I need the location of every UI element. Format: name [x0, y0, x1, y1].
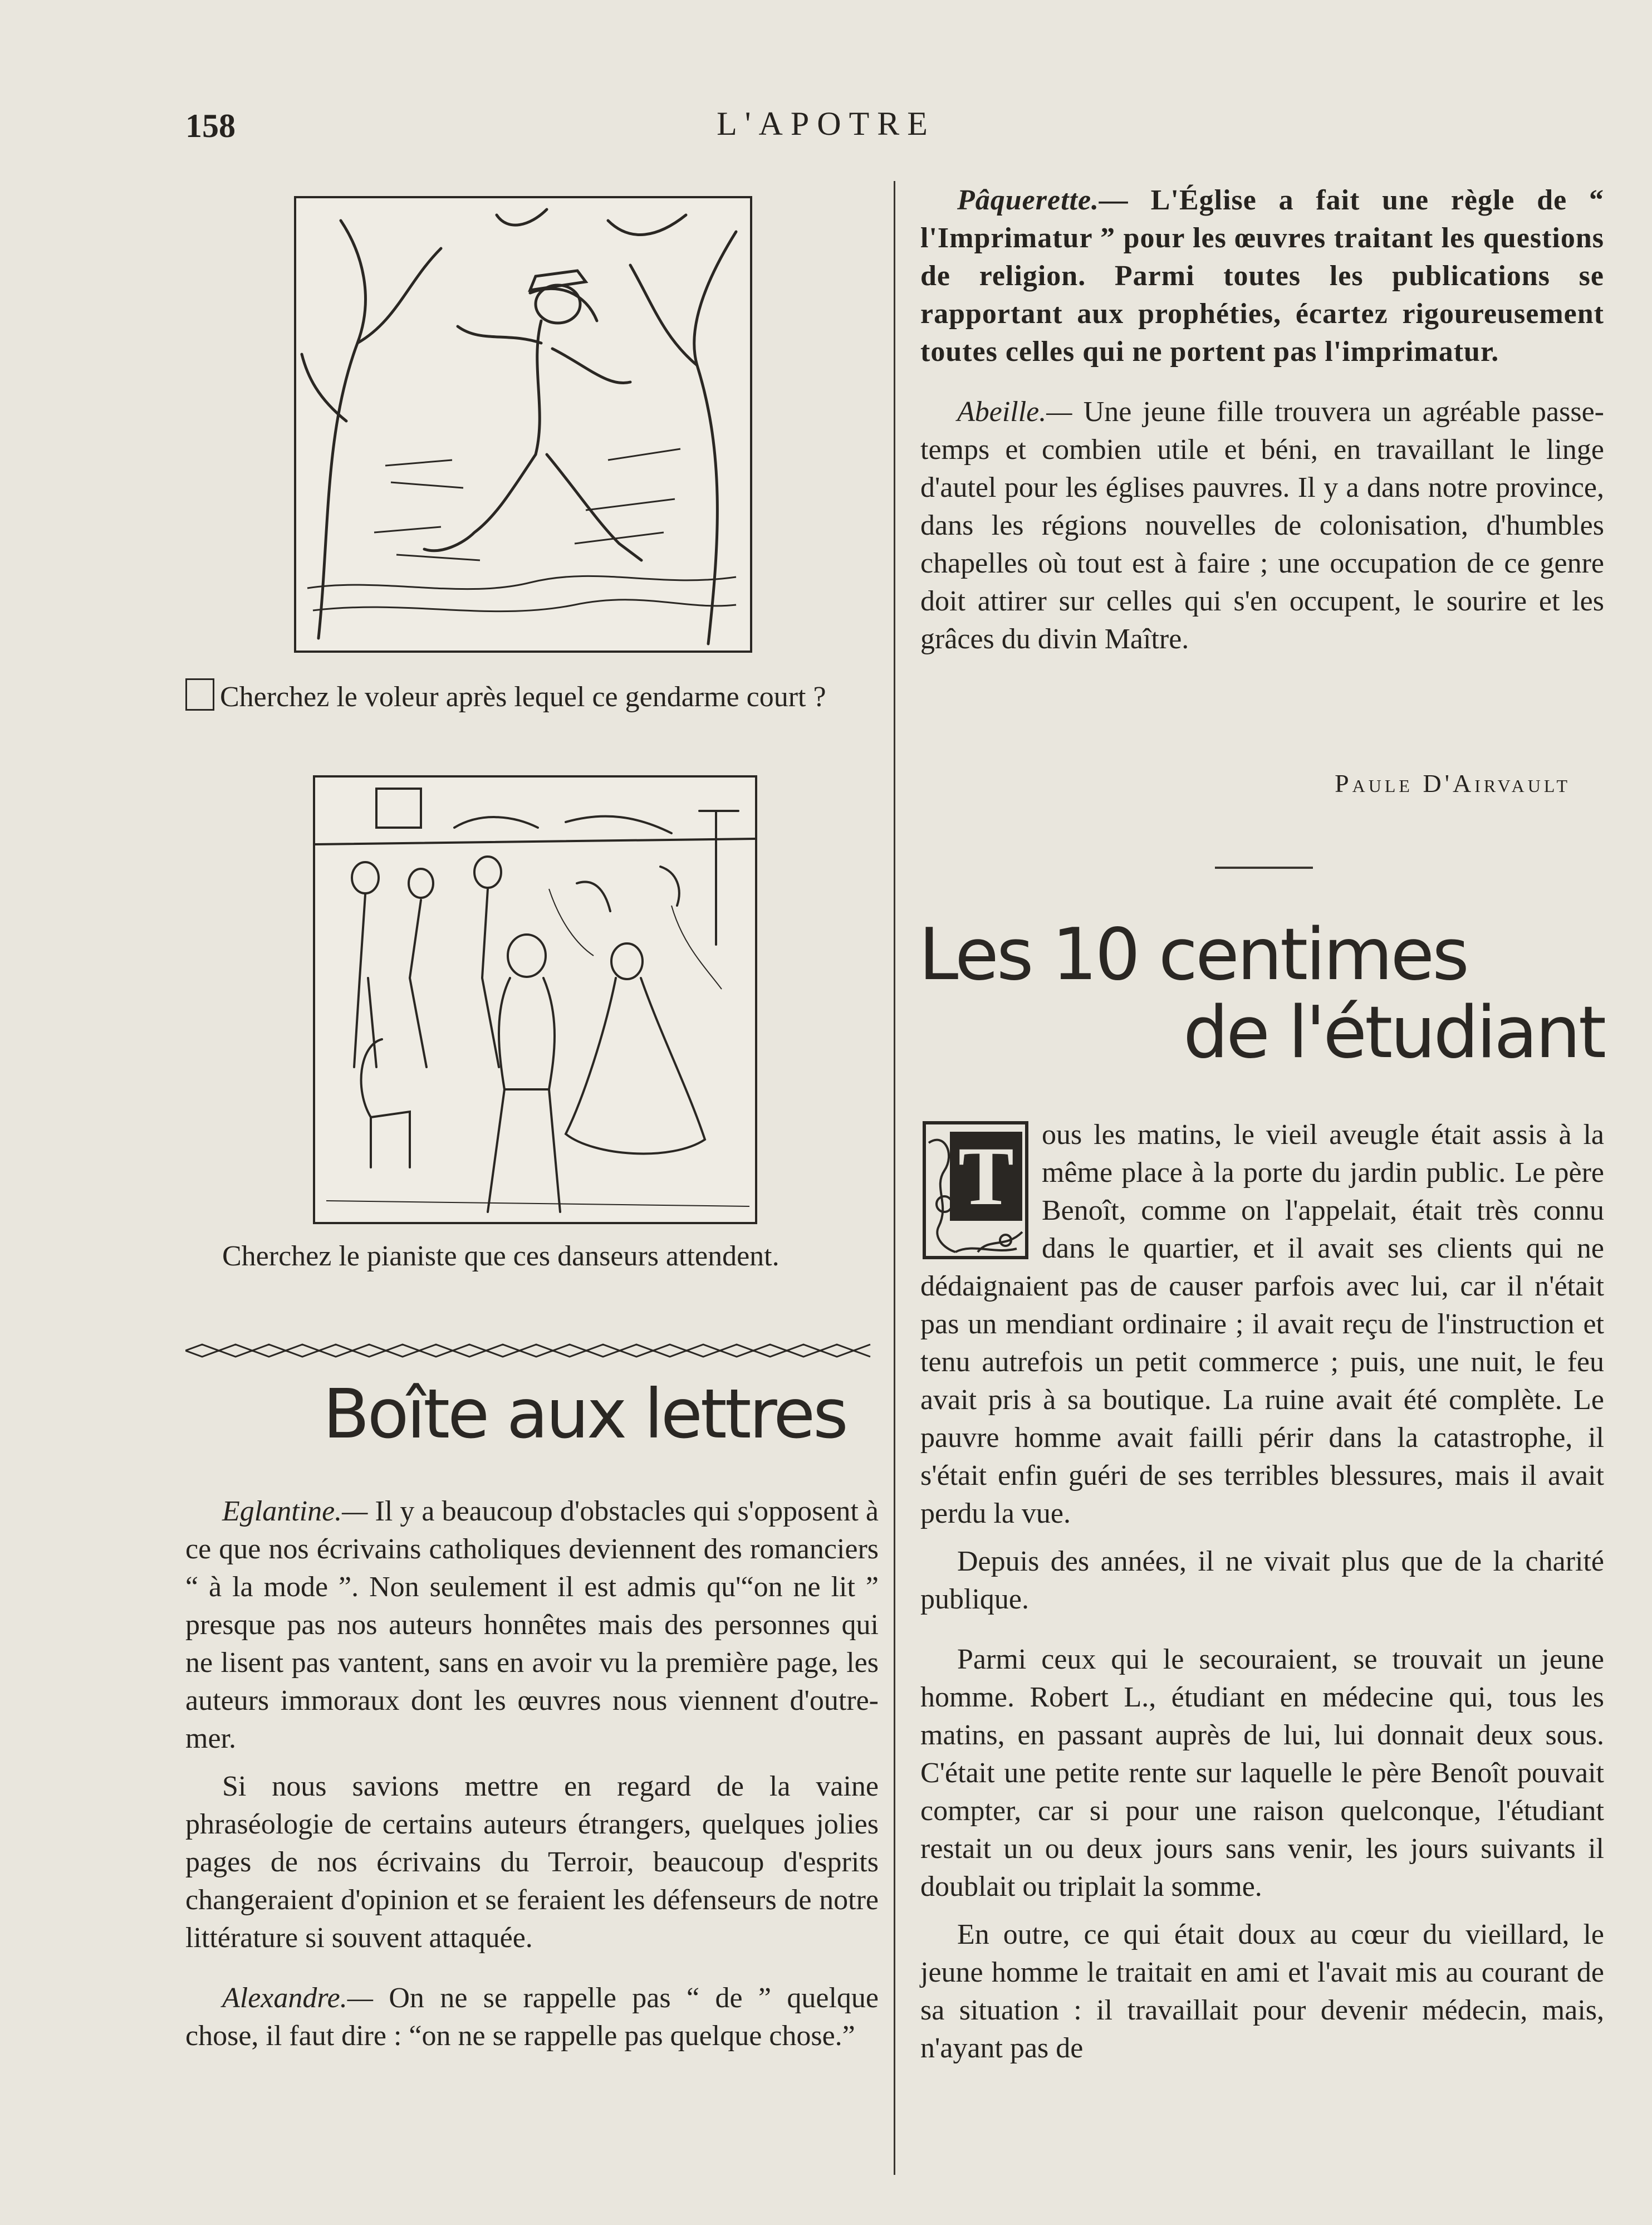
- drop-cap-letter: T: [958, 1130, 1014, 1222]
- illustration-gendarme: [294, 196, 752, 653]
- letter-eglantine-continued: Si nous savions mettre en regard de la vaine phraséologie de certains auteurs étrangers, quelques jolies pages de nos écrivains du Terroir, beaucoup d'esprits changeraient d'opinion et se feraient les défenseurs de notre littérature si souvent attaquée.: [185, 1771, 879, 1954]
- article-paragraph-3: Parmi ceux qui le secouraient, se trouvait un jeune homme. Robert L., étudiant en médecine qui, tous les matins, en passant auprès de lui, lui donnait deux sous. C'était une petite rente sur laquelle le père Benoît pouvait compter, car si pour une raison quelconque, l'étudiant restait un ou deux jours sans venir, les jours suivants il doublait ou triplait la somme.: [920, 1644, 1604, 1903]
- running-head: [0, 100, 1652, 156]
- caption-dancers: Cherchez le pianiste que ces danseurs attendent.: [222, 1240, 780, 1272]
- article-paragraph-2: Depuis des années, il ne vivait plus que de la charité publique.: [920, 1546, 1604, 1615]
- signature: Paule D'Airvault: [1335, 769, 1571, 798]
- article-paragraph-4: En outre, ce qui était doux au cœur du vieillard, le jeune homme le traitait en ami et l'avait mis au courant de sa situation : il travaillait pour devenir médecin, mais, n'ayant pas de: [920, 1919, 1604, 2064]
- drop-cap-spacer: [920, 1116, 1042, 1264]
- page-number: 158: [185, 107, 236, 144]
- letter-eglantine: Eglantine.— Il y a beaucoup d'obstacles qui s'opposent à ce que nos écrivains catholiques deviennent des romanciers “ à la mode ”. Non seulement il est admis qu'“on ne lit ” presque pas nos auteurs honnêtes mais des personnes qui ne lisent pas vantent, sans en avoir vu la première page, les auteurs immoraux dont les œuvres nous viennent d'outre-mer.: [185, 1495, 879, 1754]
- right-letters: [920, 182, 1604, 668]
- short-divider: [1215, 867, 1313, 869]
- left-letters: [185, 1493, 879, 2065]
- column-divider: [894, 181, 895, 2175]
- small-dropcap-icon: [185, 678, 214, 711]
- letter-paquerette: Pâquerette.— L'Église a fait une règle de “ l'Imprimatur ” pour les œuvres traitant les questions de religion. Parmi toutes les publications se rapportant aux prophéties, écartez rigoureusement toutes celles qui ne portent pas l'imprimatur.: [920, 184, 1604, 368]
- gendarme-drawing: [296, 198, 750, 651]
- letter-abeille: Abeille.— Une jeune fille trouvera un agréable passe-temps et combien utile et béni, en travaillant le linge d'autel pour les églises pauvres. Il y a dans notre province, dans les régions nouvelles de colonisation, d'humbles chapelles où tout est à faire ; une occupation de ce genre doit attirer sur celles qui s'en occupent, le sourire et les grâces du divin Maître.: [920, 396, 1604, 655]
- ornament-divider: [185, 1342, 879, 1359]
- illustration-dancers: [313, 775, 757, 1224]
- article-title-line1: Les 10 centimes: [919, 913, 1467, 996]
- section-title: Boîte aux lettres: [323, 1375, 846, 1454]
- article-paragraph-1: ous les matins, le vieil aveugle était assis à la même place à la porte du jardin public. Le père Benoît, comme on l'appelait, était très connu dans le quartier, et il avait ses clients qui ne dédaignaient pas de causer parfois avec lui, car il n'était pas un mendiant ordinaire ; il avait reçu de l'instruction et tenu autrefois un petit commerce ; puis, une nuit, le feu avait pris à sa boutique. La ruine avait été complète. Le pauvre homme avait failli périr dans la catastrophe, il s'était enfin guéri de ses terribles blessures, mais il avait perdu la vue.: [920, 1119, 1604, 1529]
- article-title-line2: de l'étudiant: [1183, 991, 1604, 1074]
- letter-alexandre: Alexandre.— On ne se rappelle pas “ de ” quelque chose, il faut dire : “on ne se rappelle pas quelque chose.”: [185, 1982, 879, 2052]
- journal-title: L'APOTRE: [717, 105, 935, 142]
- dancers-drawing: [315, 777, 755, 1222]
- caption-gendarme: Cherchez le voleur après lequel ce gendarme court ?: [185, 678, 879, 716]
- article-body: [920, 1116, 1604, 2077]
